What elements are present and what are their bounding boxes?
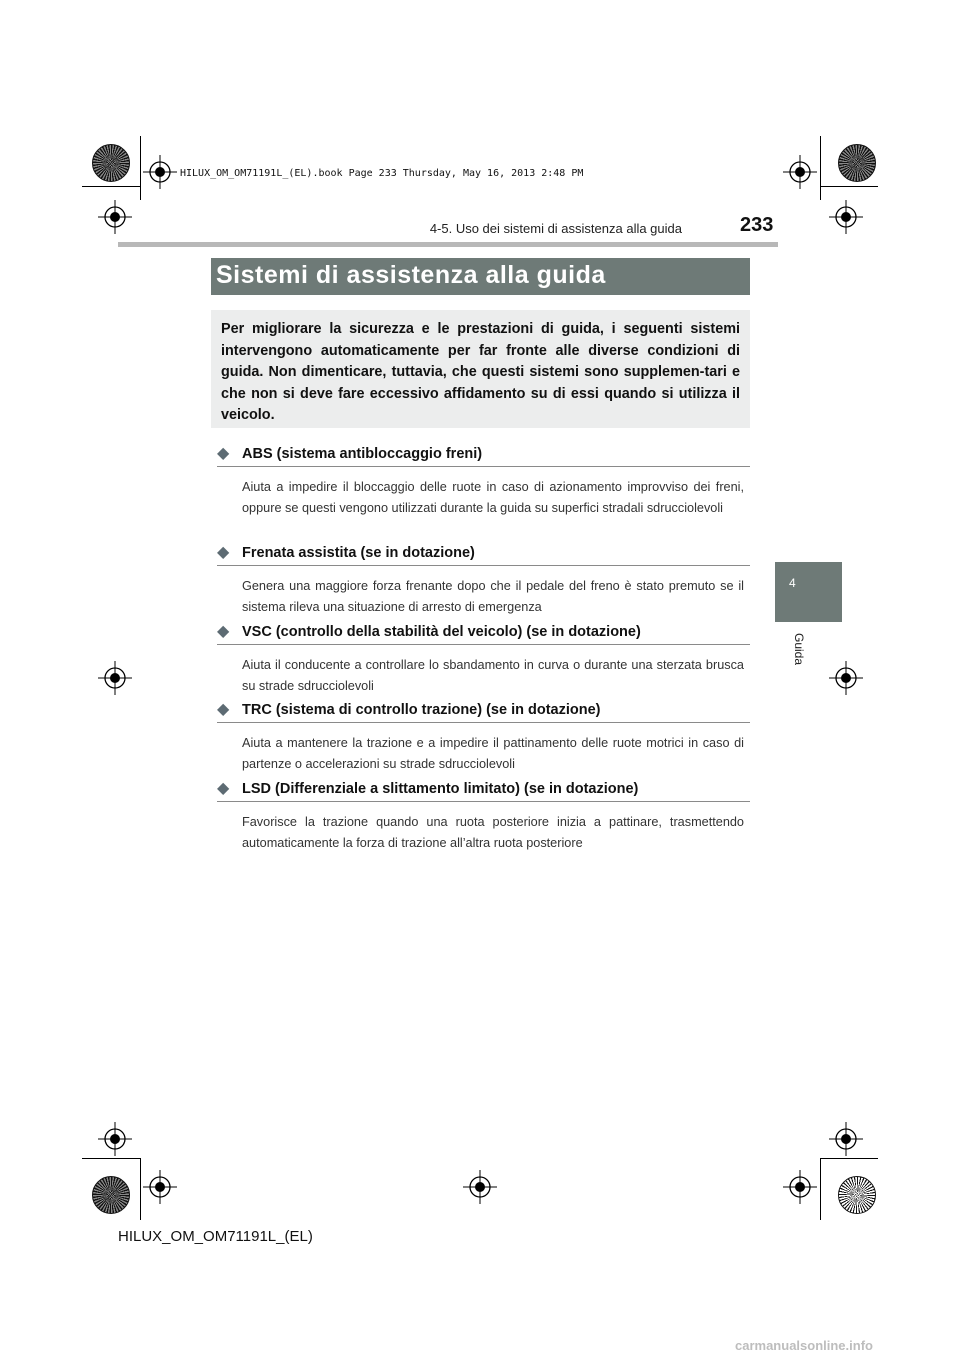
section-body: Favorisce la trazione quando una ruota posteriore inizia a pattinare, trasmettendo automaticamente la forza di trazione all’altra ruota posteriore (242, 815, 744, 850)
section-heading (217, 446, 750, 467)
crosshair-registration-mark (829, 1122, 863, 1156)
crop-line (82, 1158, 140, 1159)
book-info: HILUX_OM_OM71191L_(EL).book Page 233 Thursday, May 16, 2013 2:48 PM (180, 168, 584, 179)
crosshair-registration-mark (783, 1170, 817, 1204)
rosette-mark (92, 144, 130, 182)
crosshair-registration-mark (143, 1170, 177, 1204)
crosshair-registration-mark (98, 1122, 132, 1156)
rosette-mark (838, 1176, 876, 1214)
diamond-icon: ◆ (217, 701, 230, 718)
page-title (211, 258, 750, 295)
footer-code: HILUX_OM_OM71191L_(EL) (118, 1228, 313, 1245)
crosshair-registration-mark (98, 661, 132, 695)
crop-line (820, 186, 878, 187)
page-title-text: Sistemi di assistenza alla guida (216, 261, 606, 289)
crop-line (820, 1158, 878, 1159)
diamond-icon: ◆ (217, 544, 230, 561)
watermark: carmanualsonline.info (735, 1338, 873, 1353)
section-heading (217, 624, 750, 645)
section-heading (217, 781, 750, 802)
crop-line (82, 186, 140, 187)
crosshair-registration-mark (829, 661, 863, 695)
section-body: Aiuta il conducente a controllare lo sbandamento in curva o durante una sterzata brusca su strade sdrucciolevoli (242, 658, 744, 693)
rosette-mark (838, 144, 876, 182)
crop-line (820, 1158, 821, 1220)
rosette-mark (92, 1176, 130, 1214)
crop-line (140, 136, 141, 200)
chapter-number: 4 (789, 576, 796, 590)
section-trc (217, 702, 750, 774)
section-heading (217, 545, 750, 566)
section-title: TRC (sistema di controllo trazione) (se in dotazione) (242, 702, 601, 718)
running-head: 4-5. Uso dei sistemi di assistenza alla guida (429, 221, 682, 236)
section-vsc (217, 624, 750, 696)
intro-box: Per migliorare la sicurezza e le prestazioni di guida, i seguenti sistemi intervengono automaticamente per far fronte alle diverse condizioni di guida. Non dimenticare, tuttavia, che questi sistemi sono supplemen-tari e che non si deve fare eccessivo affidamento su di essi quando si utilizza il veicolo. (211, 310, 750, 428)
section-lsd (217, 781, 750, 853)
diamond-icon: ◆ (217, 780, 230, 797)
crop-line (820, 136, 821, 200)
section-brake-assist (217, 545, 750, 617)
section-title: Frenata assistita (se in dotazione) (242, 545, 475, 561)
diamond-icon: ◆ (217, 623, 230, 640)
chapter-tab (775, 562, 842, 622)
section-heading (217, 702, 750, 723)
section-title: LSD (Differenziale a slittamento limitato) (se in dotazione) (242, 781, 639, 797)
crosshair-registration-mark (463, 1170, 497, 1204)
crosshair-registration-mark (143, 155, 177, 189)
section-body: Genera una maggiore forza frenante dopo che il pedale del freno è stato premuto se il sistema rileva una situazione di arresto di emergenza (242, 579, 744, 614)
crosshair-registration-mark (829, 200, 863, 234)
section-title: VSC (controllo della stabilità del veicolo) (se in dotazione) (242, 624, 641, 640)
diamond-icon: ◆ (217, 445, 230, 462)
page-number: 233 (740, 214, 774, 236)
section-title: ABS (sistema antibloccaggio freni) (242, 446, 483, 462)
section-abs (217, 446, 750, 518)
chapter-label: Guida (792, 633, 806, 666)
crop-line (140, 1158, 141, 1220)
crosshair-registration-mark (98, 200, 132, 234)
section-body: Aiuta a impedire il bloccaggio delle ruote in caso di azionamento improvviso dei freni, oppure se questi vengono utilizzati durante la guida su superfici stradali sdrucciolevoli (242, 480, 744, 515)
crosshair-registration-mark (783, 155, 817, 189)
header-rule (118, 242, 778, 247)
section-body: Aiuta a mantenere la trazione e a impedire il pattinamento delle ruote motrici in caso di partenze o accelerazioni su strade sdrucciolevoli (242, 736, 744, 771)
